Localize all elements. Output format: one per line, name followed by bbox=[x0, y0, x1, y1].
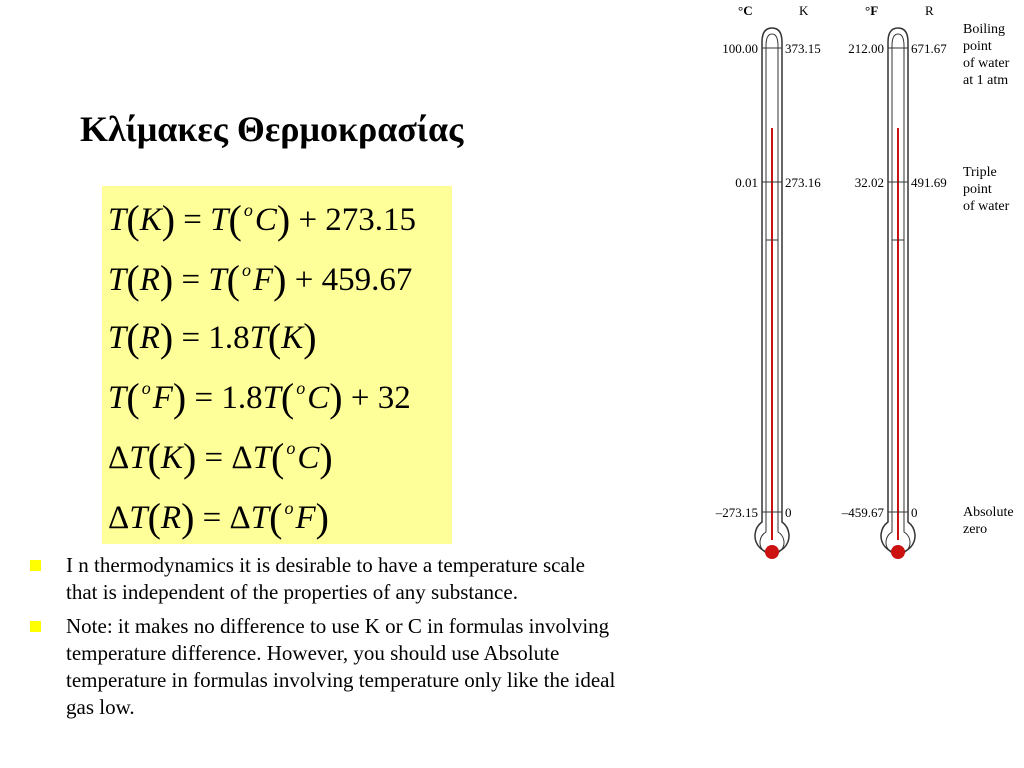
fahrenheit-rankine-thermometer bbox=[881, 28, 915, 559]
triple-point-annotation: Triple point of water bbox=[963, 165, 1010, 214]
slide-title: Κλίμακες Θερμοκρασίας bbox=[80, 109, 464, 149]
rankine-triple-value: 491.69 bbox=[911, 175, 947, 190]
kelvin-triple-value: 273.16 bbox=[785, 175, 821, 190]
formula-fahrenheit-celsius: T( $^o$F) = 1.8T( $^o$C) + 32 bbox=[108, 375, 411, 420]
rankine-absolute-value: 0 bbox=[911, 505, 918, 520]
rankine-boiling-value: 671.67 bbox=[911, 41, 947, 56]
boiling-point-annotation: Boiling point of water at 1 atm bbox=[963, 22, 1010, 88]
kelvin-unit-label: K bbox=[799, 3, 809, 18]
kelvin-boiling-value: 373.15 bbox=[785, 41, 821, 56]
celsius-triple-value: 0.01 bbox=[735, 175, 758, 190]
celsius-kelvin-thermometer bbox=[755, 28, 789, 559]
celsius-unit-label: °C bbox=[738, 3, 753, 18]
absolute-zero-annotation: Absolute zero bbox=[963, 505, 1014, 537]
celsius-absolute-value: –273.15 bbox=[715, 505, 758, 520]
fahrenheit-bulb bbox=[891, 545, 905, 559]
fahrenheit-boiling-value: 212.00 bbox=[848, 41, 884, 56]
fahrenheit-triple-value: 32.02 bbox=[854, 175, 884, 190]
thermometer-figure bbox=[700, 0, 1024, 580]
bullet-list bbox=[30, 552, 750, 728]
formula-delta-rankine: ΔT(R) = ΔT( $^o$F) bbox=[108, 495, 329, 540]
bullet-square-icon bbox=[30, 621, 41, 632]
formula-delta-kelvin: ΔT(K) = ΔT( $^o$C) bbox=[108, 435, 333, 480]
formula-rankine-fahrenheit: T(R) = T( $^o$F) + 459.67 bbox=[108, 257, 413, 302]
bullet-item: I n thermodynamics it is desirable to have a temperature scale that is independent of the properties of any substance. bbox=[30, 552, 750, 606]
fahrenheit-absolute-value: –459.67 bbox=[841, 505, 884, 520]
rankine-unit-label: R bbox=[925, 3, 934, 18]
fahrenheit-unit-label: °F bbox=[865, 3, 879, 18]
bullet-item: Note: it makes no difference to use K or C in formulas involving temperature difference. However, you should use Absolute temperature in formulas involving temperature only like the ideal gas low. bbox=[30, 613, 750, 721]
celsius-bulb bbox=[765, 545, 779, 559]
formula-rankine-kelvin: T(R) = 1.8T(K) bbox=[108, 315, 317, 360]
bullet-square-icon bbox=[30, 560, 41, 571]
celsius-boiling-value: 100.00 bbox=[722, 41, 758, 56]
formula-kelvin-celsius: T(K) = T( $^o$C) + 273.15 bbox=[108, 197, 417, 242]
formula-box bbox=[102, 186, 452, 544]
kelvin-absolute-value: 0 bbox=[785, 505, 792, 520]
